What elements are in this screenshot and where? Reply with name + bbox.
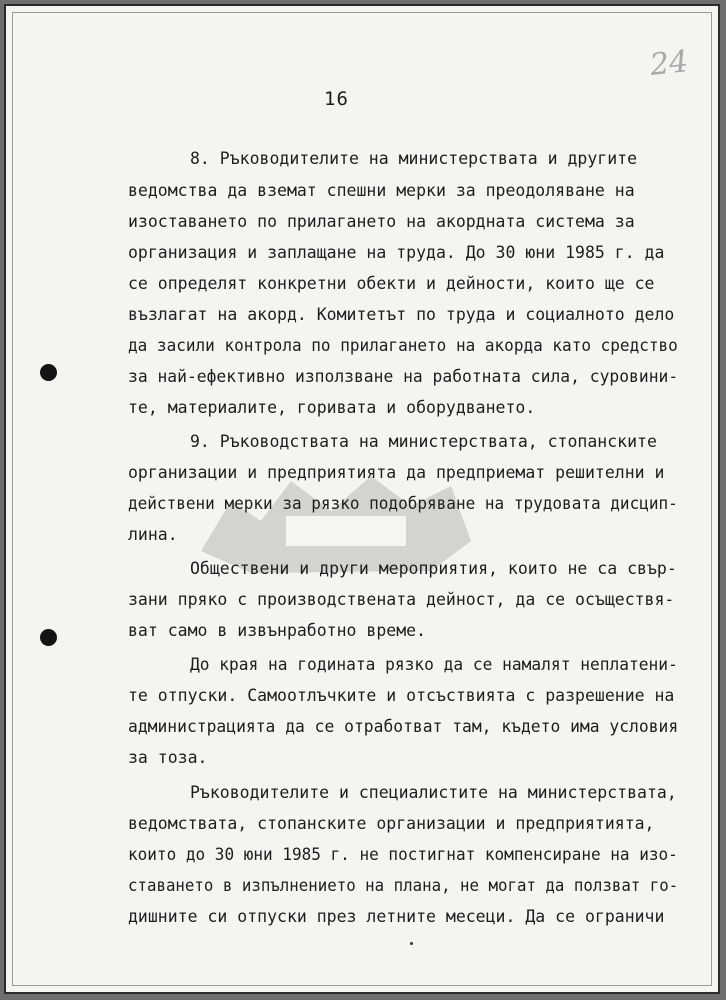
text-line: организация и заплащане на труда. До 30 юни 1985 г. да — [128, 243, 665, 262]
text-line: действени мерки за рязко подобряване на трудовата дисцип- — [128, 494, 678, 513]
paper-speck — [410, 942, 413, 945]
text-line: изоставането по прилагането на акордната система за — [128, 212, 635, 231]
text-line: организации и предприятията да предприемат решителни и — [128, 463, 665, 482]
text-line: 8. Ръководителите на министерствата и другите — [190, 149, 638, 168]
page-number: 16 — [324, 88, 349, 110]
text-line: ват само в извънработно време. — [128, 621, 427, 640]
punch-hole-top — [40, 364, 57, 381]
document-page — [4, 4, 720, 994]
text-line: възлагат на акорд. Комитетът по труда и социалното дело — [128, 305, 675, 324]
text-line: за най-ефективно използване на работната сила, суровини- — [128, 367, 679, 386]
text-line: дишните си отпуски през летните месеци. Да се ограничи — [128, 907, 665, 926]
text-line: за тоза. — [128, 748, 208, 767]
text-line: те, материалите, горивата и оборудването. — [128, 398, 536, 417]
text-line: Обществени и други мероприятия, които не са свър- — [190, 559, 677, 578]
text-line: те отпуски. Самоотлъчките и отсъствията с разрешение на — [128, 686, 675, 705]
text-line: администрацията да се отработват там, където има условия — [128, 717, 679, 736]
text-line: До края на годината рязко да се намалят неплатени- — [190, 655, 678, 674]
handwritten-folio-number: 24 — [648, 44, 690, 83]
text-line: ведомства да вземат спешни мерки за преодоляване на — [128, 181, 635, 200]
text-line: се определят конкретни обекти и дейности, които ще се — [128, 274, 655, 293]
text-line: да засили контрола по прилагането на акорда като средство — [128, 336, 678, 355]
text-line: 9. Ръководствата на министерствата, стопанските — [190, 432, 657, 451]
text-line: ставането в изпълнението на плана, не могат да ползват го- — [128, 876, 679, 895]
text-line: лина. — [128, 525, 178, 544]
text-line: които до 30 юни 1985 г. не постигнат компенсиране на изо- — [128, 845, 678, 864]
text-line: ведомствата, стопанските организации и предприятията, — [128, 814, 655, 833]
punch-hole-bottom — [40, 629, 57, 646]
text-line: Ръководителите и специалистите на министерствата, — [190, 783, 677, 802]
text-line: зани пряко с производствената дейност, да се осъществя- — [128, 590, 675, 609]
